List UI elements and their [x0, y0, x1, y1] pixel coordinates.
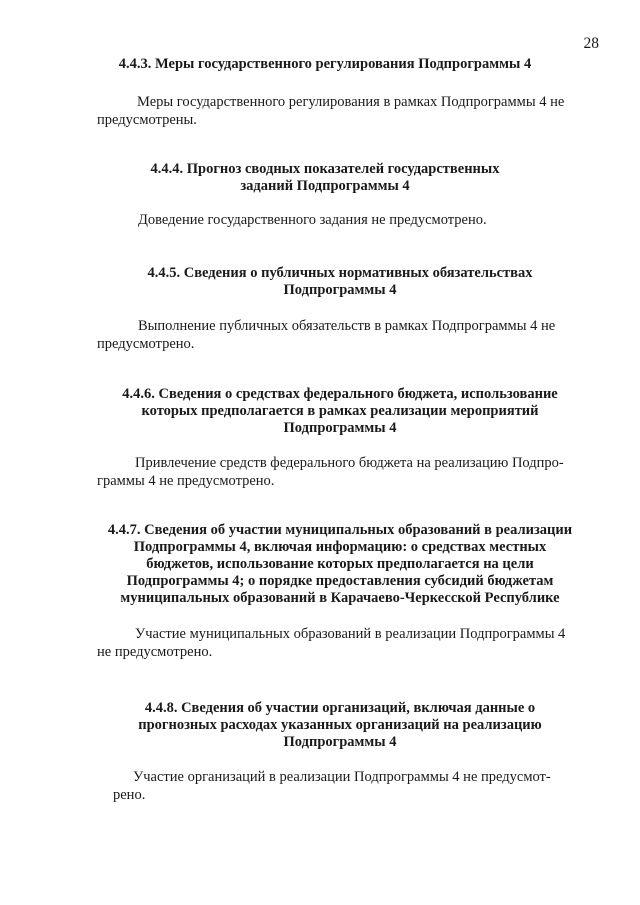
heading-line: 4.4.6. Сведения о средствах федерального бюджета, использование	[122, 386, 558, 402]
paragraph-line: Выполнение публичных обязательств в рамках Подпрограммы 4 не	[138, 318, 556, 334]
section-paragraph	[97, 93, 599, 129]
paragraph-line: не предусмотрено.	[97, 644, 213, 660]
section-paragraph	[97, 625, 599, 661]
heading-line: прогнозных расходах указанных организаций на реализацию	[138, 717, 542, 733]
paragraph-line: предусмотрено.	[97, 336, 195, 352]
heading-line: 4.4.5. Сведения о публичных нормативных обязательствах	[147, 265, 533, 281]
paragraph-line: Привлечение средств федерального бюджета на реализацию Подпро-	[135, 455, 564, 471]
section-4-4-6	[0, 386, 640, 490]
section-4-4-7	[0, 522, 640, 661]
heading-line: которых предполагается в рамках реализации мероприятий	[141, 403, 539, 419]
section-heading	[0, 700, 640, 751]
paragraph-line: Доведение государственного задания не предусмотрено.	[138, 212, 487, 228]
heading-line: Подпрограммы 4	[283, 420, 397, 436]
section-heading	[0, 386, 640, 437]
paragraph-line: Участие организаций в реализации Подпрограммы 4 не предусмот-	[133, 769, 551, 785]
heading-line: 4.4.4. Прогноз сводных показателей государственных	[150, 161, 500, 177]
section-heading	[0, 265, 640, 299]
section-4-4-5	[0, 265, 640, 353]
section-4-4-3	[0, 56, 640, 129]
page-number: 28	[583, 35, 599, 52]
heading-line: Подпрограммы 4	[283, 282, 397, 298]
heading-line: Подпрограммы 4, включая информацию: о средствах местных	[133, 539, 547, 555]
heading-line: бюджетов, использование которых предполагается на цели	[146, 556, 534, 572]
section-paragraph	[138, 211, 599, 229]
heading-line: Подпрограммы 4	[283, 734, 397, 750]
section-heading	[0, 161, 640, 195]
paragraph-line: рено.	[113, 787, 146, 803]
heading-line: Подпрограммы 4; о порядке предоставления субсидий бюджетам	[126, 573, 554, 589]
heading-line: заданий Подпрограммы 4	[240, 178, 410, 194]
paragraph-line: граммы 4 не предусмотрено.	[97, 473, 275, 489]
paragraph-line: предусмотрены.	[97, 112, 197, 128]
section-heading	[0, 522, 640, 607]
section-heading	[0, 56, 640, 73]
heading-line: муниципальных образований в Карачаево-Черкесской Республике	[120, 590, 560, 606]
heading-line: 4.4.8. Сведения об участии организаций, включая данные о	[144, 700, 536, 716]
section-4-4-8	[0, 700, 640, 804]
heading-line: 4.4.7. Сведения об участии муниципальных образований в реализации	[107, 522, 573, 538]
section-paragraph	[97, 317, 599, 353]
heading-line: 4.4.3. Меры государственного регулирования Подпрограммы 4	[118, 56, 532, 72]
paragraph-line: Меры государственного регулирования в рамках Подпрограммы 4 не	[137, 94, 565, 110]
paragraph-line: Участие муниципальных образований в реализации Подпрограммы 4	[135, 626, 566, 642]
section-paragraph	[97, 454, 599, 490]
section-4-4-4	[0, 161, 640, 229]
section-paragraph	[113, 768, 599, 804]
